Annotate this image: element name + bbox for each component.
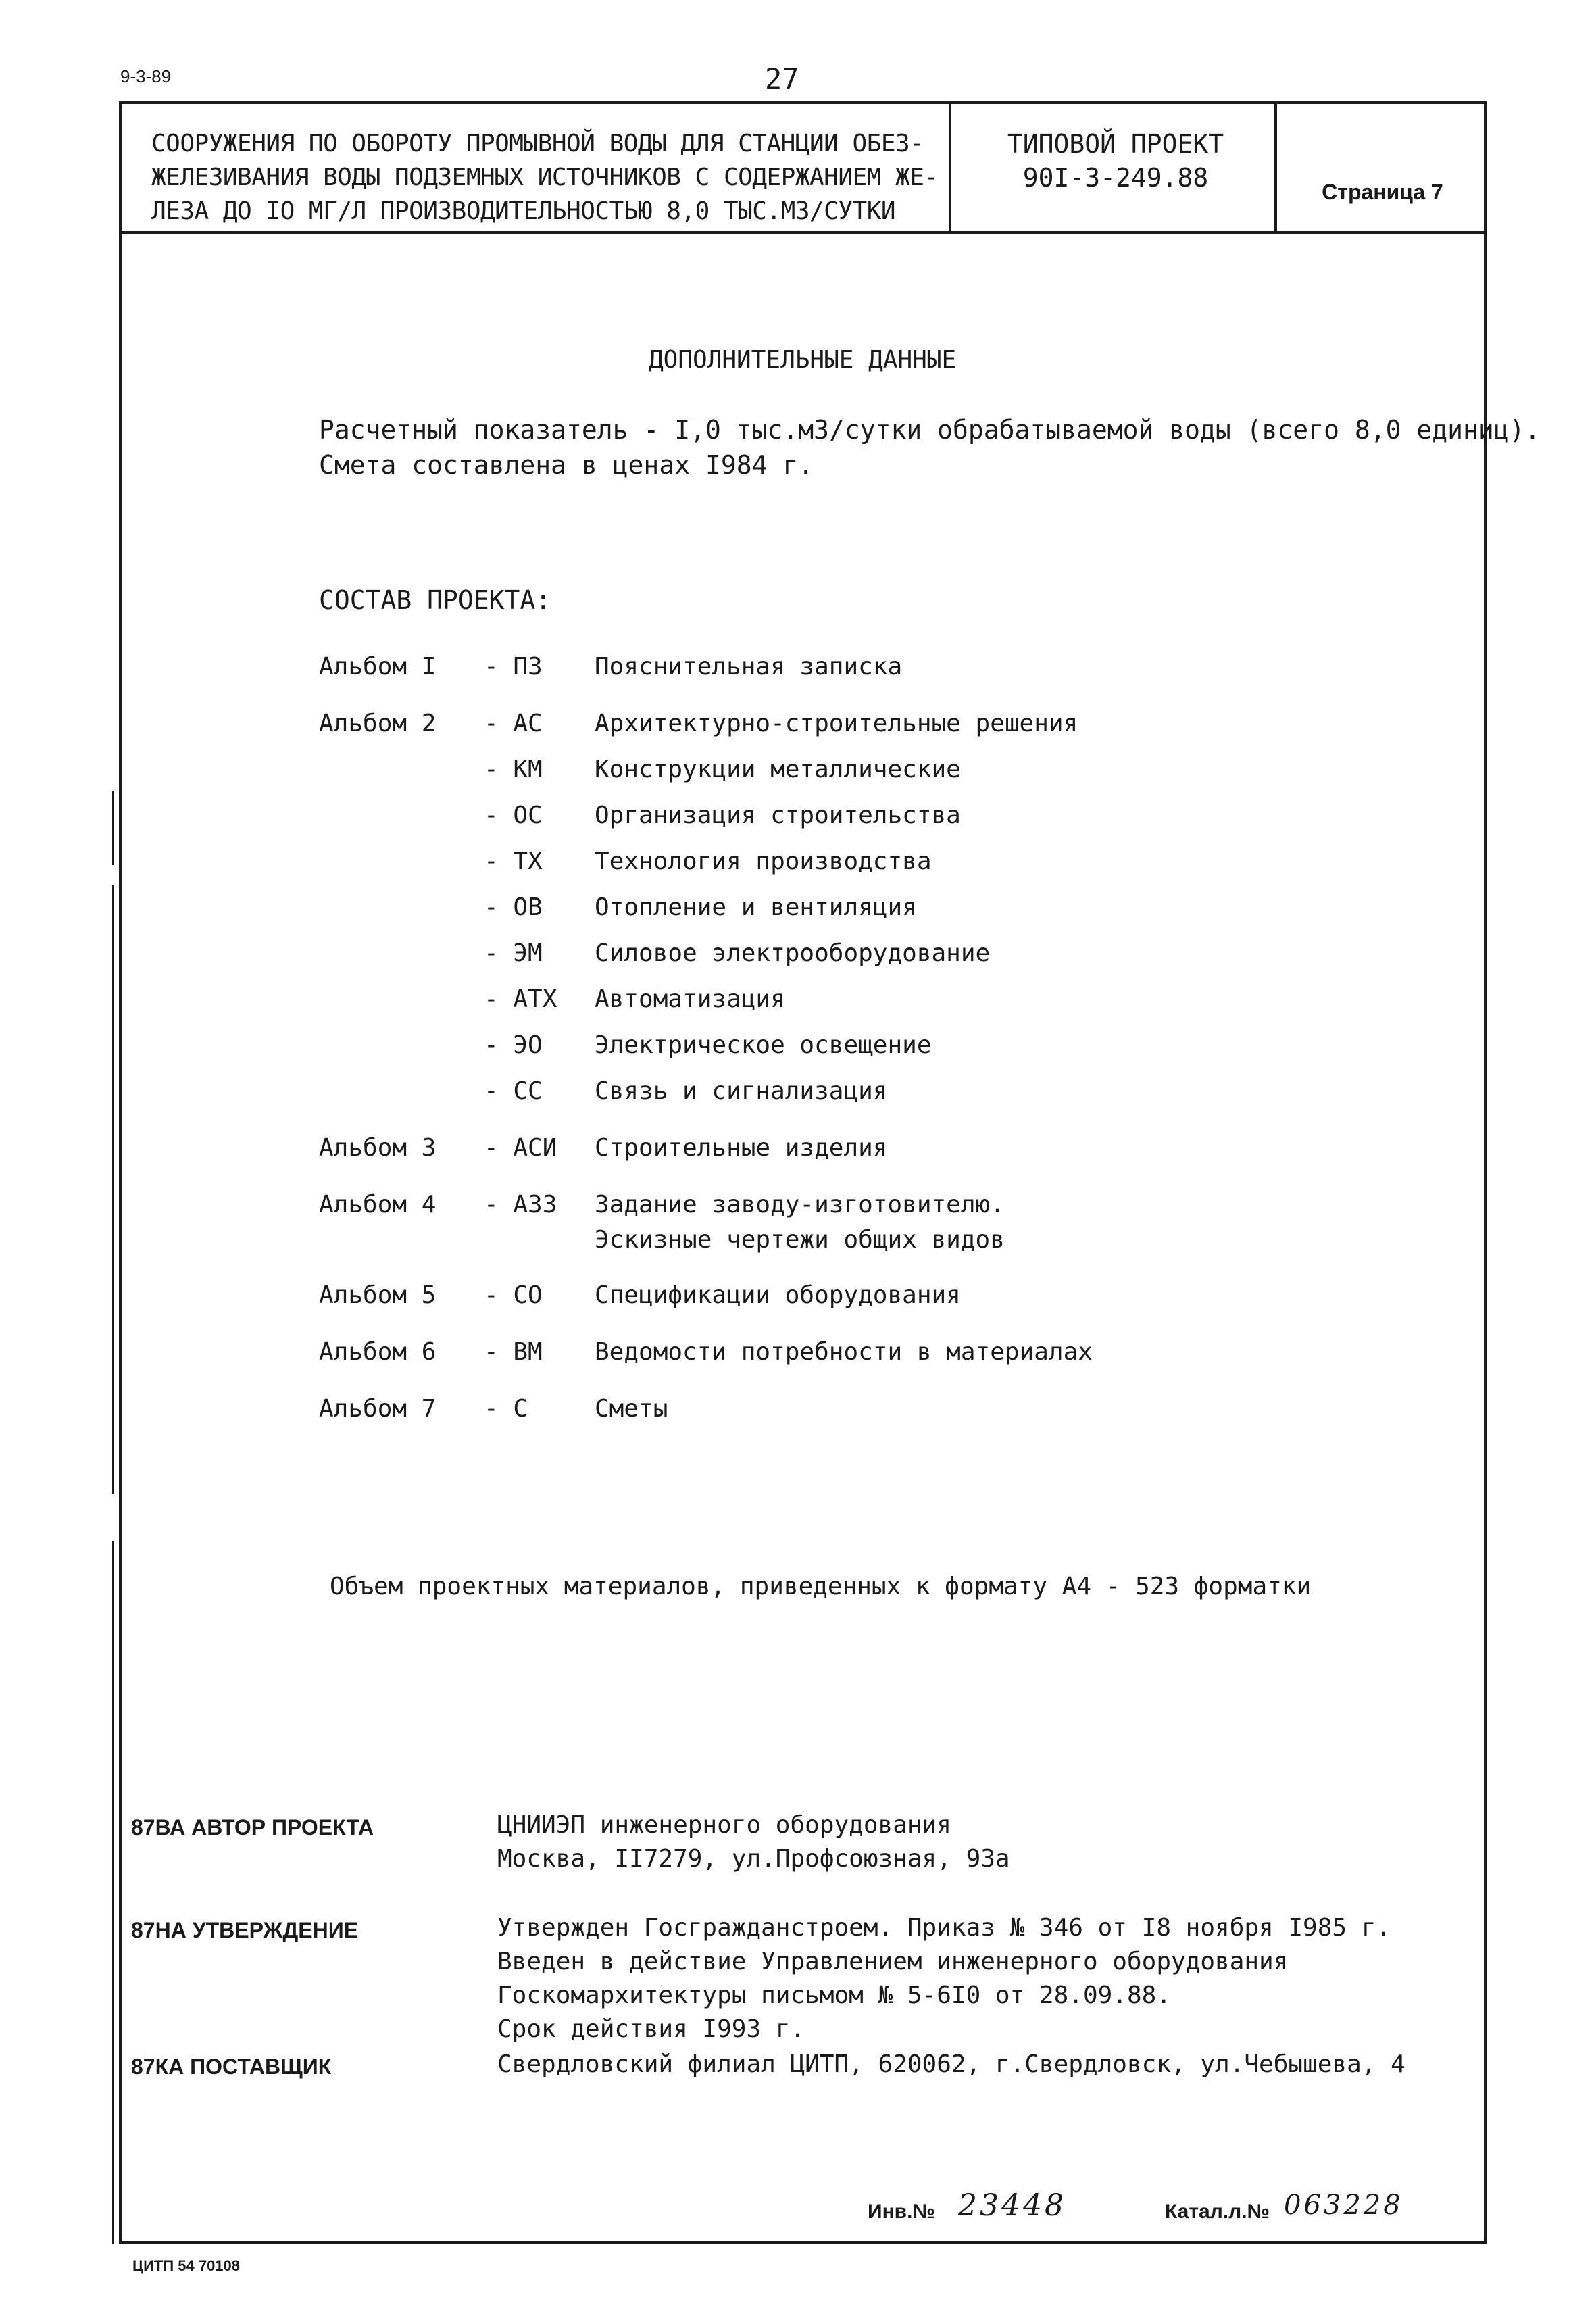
inventory-number: 23448 (958, 2188, 1066, 2223)
section-heading: ДОПОЛНИТЕЛЬНЫЕ ДАННЫЕ (649, 346, 957, 374)
title-block-divider (1274, 101, 1277, 234)
margin-mark (112, 791, 114, 865)
page-label: Страница 7 (1322, 180, 1443, 204)
supplier-label: 87КА ПОСТАВЩИК (131, 2054, 332, 2079)
print-code: ЦИТП 54 70108 (132, 2257, 241, 2274)
project-designation (957, 127, 1274, 195)
supplier-info: Свердловский филиал ЦИТП, 620062, г.Свердловск, ул.Чебышева, 4 (497, 2050, 1405, 2078)
approval-label: 87НА УТВЕРЖДЕНИЕ (131, 1918, 359, 1942)
margin-mark (112, 885, 114, 1494)
document-code: 9-3-89 (120, 66, 172, 87)
catalog-label: Катал.л.№ (1165, 2200, 1270, 2223)
title-block-divider (949, 101, 951, 234)
sheet-number: 27 (765, 62, 799, 95)
inventory-label: Инв.№ (868, 2200, 935, 2223)
document-title: СООРУЖЕНИЯ ПО ОБОРОТУ ПРОМЫВНОЙ ВОДЫ ДЛЯ СТАНЦИИ ОБЕЗ- ЖЕЛЕЗИВАНИЯ ВОДЫ ПОДЗЕМНЫХ ИСТОЧНИКОВ С СОДЕРЖАНИЕМ ЖЕ- ЛЕЗА ДО IO МГ/Л ПРОИЗВОДИТЕЛЬНОСТЬЮ 8,0 ТЫС.М3/СУТКИ (151, 130, 939, 225)
project-number: 90I-3-249.88 (1022, 163, 1209, 193)
author-label: 87ВА АВТОР ПРОЕКТА (131, 1815, 374, 1840)
project-label: ТИПОВОЙ ПРОЕКТ (1007, 129, 1224, 159)
author-info: ЦНИИЭП инженерного оборудования Москва, II7279, ул.Профсоюзная, 93а (497, 1811, 1010, 1873)
estimate-prices: Смета составлена в ценах I984 г. (319, 450, 814, 480)
approval-info: Утвержден Госгражданстроем. Приказ № 346 от I8 ноября I985 г. Введен в действие Управлением инженерного оборудования Госкомархитектуры письмом № 5-6I0 от 28.09.88. Срок действия I993 г. (497, 1914, 1391, 2043)
volume-text: Объем проектных материалов, приведенных к формату А4 - 523 форматки (330, 1573, 1312, 1600)
calc-indicator: Расчетный показатель - I,0 тыс.м3/сутки обрабатываемой воды (всего 8,0 единиц). (319, 415, 1541, 445)
margin-mark (112, 1541, 114, 2244)
catalog-number: 063228 (1284, 2190, 1403, 2221)
composition-title: СОСТАВ ПРОЕКТА: (319, 585, 551, 615)
